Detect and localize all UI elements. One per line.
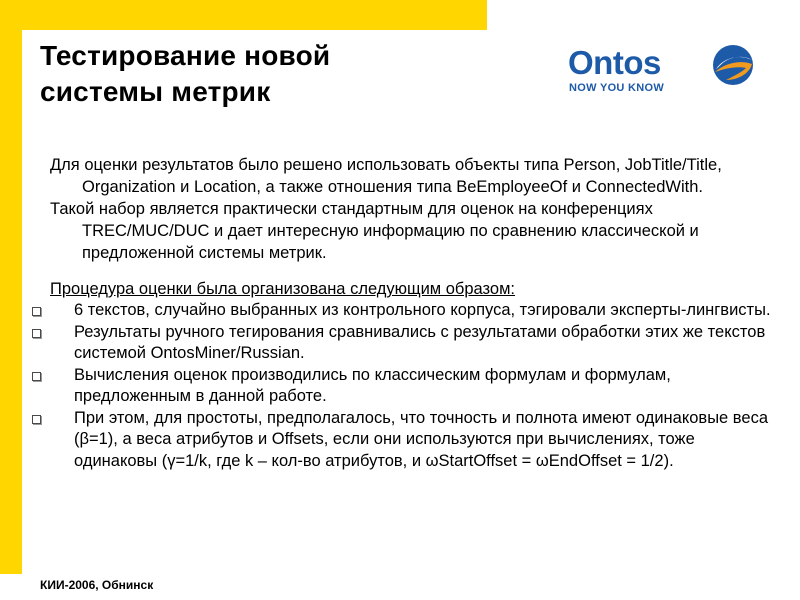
list-item (26, 322, 780, 365)
procedure-heading: Процедура оценки была организована следующим образом: (50, 280, 516, 298)
slide-footer: КИИ-2006, Обнинск (40, 578, 154, 592)
slide-body (50, 154, 780, 472)
list-item-text: При этом, для простоты, предполагалось, что точность и полнота имеют одинаковые веса (β=1), а веса атрибутов и Offsets, если они используются при вычислениях, тоже одинаковы (γ=1/k, где k – кол-во атрибутов, и ωStartOffset = ωEndOffset = 1/2). (74, 408, 768, 470)
logo-sphere-icon (710, 42, 756, 88)
square-bullet-icon (32, 307, 41, 316)
logo-tagline: NOW YOU KNOW (569, 82, 665, 94)
list-item-text: Вычисления оценок производились по классическим формулам и формулам, предложенным в данной работе. (74, 365, 671, 405)
square-bullet-icon (32, 372, 41, 381)
yellow-top-bar (0, 0, 487, 30)
yellow-left-bar (0, 0, 22, 574)
slide-title-line-2: системы метрик (40, 76, 271, 107)
logo-wordmark: Ontos (568, 44, 661, 81)
spacer (50, 264, 780, 278)
square-bullet-icon (32, 329, 41, 338)
slide-title-line-1: Тестирование новой (40, 40, 331, 71)
procedure-list (26, 300, 780, 472)
slide-title (40, 38, 330, 110)
ontos-logo (568, 46, 788, 98)
paragraph-1: Для оценки результатов было решено использовать объекты типа Person, JobTitle/Title, Organization и Location, а также отношения типа BeEmployeeOf и ConnectedWith. (50, 156, 722, 196)
square-bullet-icon (32, 415, 41, 424)
list-item (26, 365, 780, 408)
list-item-text: 6 текстов, случайно выбранных из контрольного корпуса, тэгировали эксперты-лингвисты. (74, 301, 771, 319)
list-item (26, 300, 780, 322)
paragraph-2: Такой набор является практически стандартным для оценок на конференциях TREC/MUC/DUC и дает интересную информацию по сравнению классической и предложенной системы метрик. (50, 200, 699, 262)
list-item-text: Результаты ручного тегирования сравнивались с результатами обработки этих же текстов системой OntosMiner/Russian. (74, 322, 766, 362)
list-item (26, 408, 780, 473)
